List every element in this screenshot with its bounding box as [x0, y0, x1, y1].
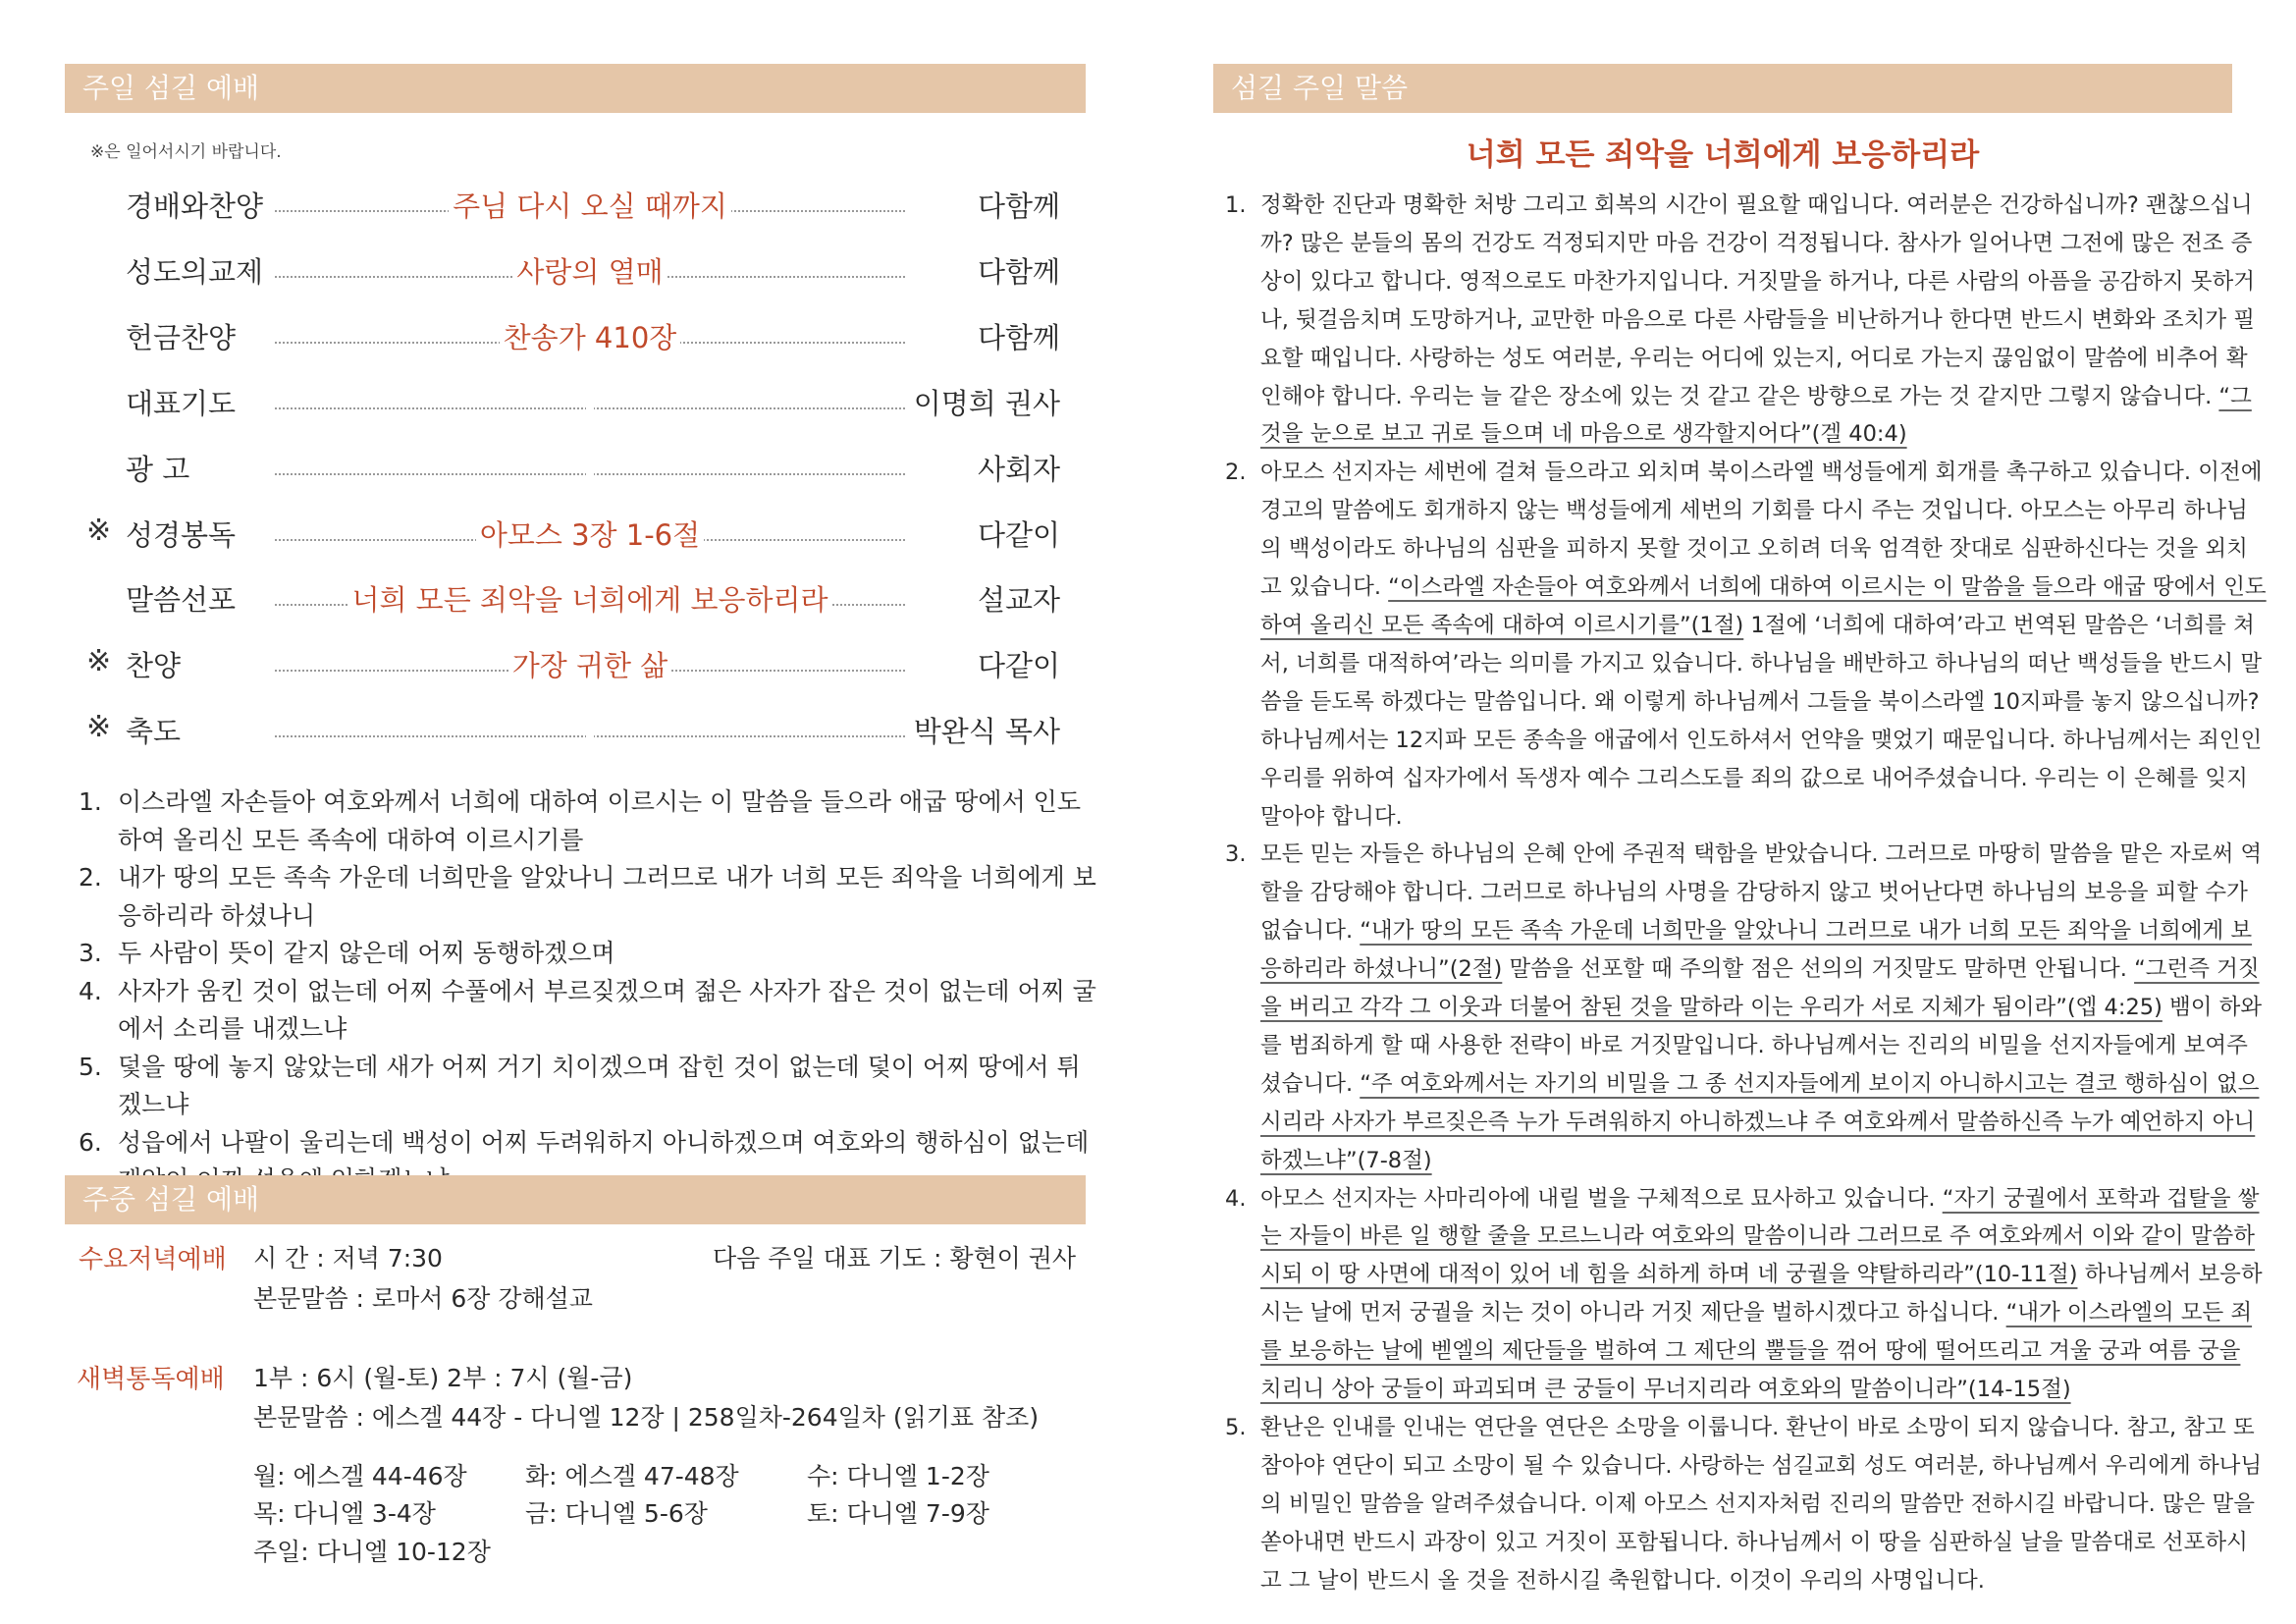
order-item-role: 다같이 — [977, 649, 1060, 682]
order-item-name: 성경봉독 — [126, 518, 237, 552]
order-item-detail — [275, 250, 905, 291]
verse-text: 성읍에서 나팔이 울리는데 백성이 어찌 두려워하지 아니하겠으며 여호와의 행하심이 없는데 — [118, 1127, 1090, 1157]
schedule-sun: 주일: 다니엘 10-12장 — [253, 1538, 491, 1566]
order-item-detail-text: 너희 모든 죄악을 너희에게 보응하리라 — [347, 583, 831, 617]
scripture-quote: “이스라엘 자손들아 여호와께서 너희에 대하여 이르시는 이 말씀을 들으라 애굽 땅에서 인도하여 올리신 모든 족속에 대하여 이르시기를”(1절) — [1260, 574, 2267, 638]
order-item-role: 설교자 — [977, 583, 1060, 617]
verse-number: 6. — [79, 1127, 102, 1157]
order-row — [79, 510, 1060, 553]
verse-item — [79, 784, 1099, 859]
order-row — [79, 181, 1060, 224]
point-text: 1절에 ‘너희에 대하여’라고 번역된 말씀은 ‘너희를 쳐서, 너희를 대적하여’라는 의미를 가지고 있습니다. 하나님을 배반하고 하나님의 떠난 백성들을 반드시 말씀을 듣도록 하겠다는 말씀입니다. 왜 이렇게 하나님께서 그들을 북이스라엘 10지파를 놓지 않으십니까? 하나님께서는 12지파 모든 종속을 애굽에서 인도하셔서 언약을 맺었기 때문입니다. 하나님께서는 죄인인 우리를 위하여 십자가에서 독생자 예수 그리스도를 죄의 값으로 내어주셨습니다. 우리는 이 은혜를 잊지 말아야 합니다. — [1260, 612, 2263, 830]
order-item-detail-text — [586, 382, 594, 415]
order-item-detail — [275, 448, 905, 481]
order-item-detail-text: 주님 다시 오실 때까지 — [449, 189, 731, 223]
schedule-wed: 수: 다니엘 1-2장 — [807, 1462, 989, 1490]
verse-number: 5. — [79, 1052, 102, 1081]
weekday-worship-header: 주중 섬길 예배 — [65, 1175, 1086, 1224]
order-item-role: 박완식 목사 — [913, 715, 1060, 748]
point-text: 환난은 인내를 인내는 연단을 연단은 소망을 이룹니다. 환난이 바로 소망이 되지 않습니다. 참고, 참고 또 참아야 연단이 되고 소망이 될 수 있습니다. 사랑하는 섬길교회 성도 여러분, 하나님께서 우리에게 하나님의 비밀인 말씀을 알려주셨습니다. 이제 아모스 선지자처럼 진리의 말씀만 전하시길 바랍니다. 많은 말을 쏟아내면 반드시 과장이 있고 거짓이 포함됩니다. 하나님께서 이 땅을 심판하실 날을 말씀대로 선포하시고 그 날이 반드시 올 것을 전하시길 축원합니다. 이것이 우리의 사명입니다. — [1260, 1415, 2263, 1594]
point-number: 5. — [1225, 1415, 1247, 1440]
verse-number: 3. — [79, 939, 102, 967]
point-number: 3. — [1225, 841, 1247, 868]
order-item-name: 말씀선포 — [126, 583, 237, 617]
verse-number: 4. — [79, 976, 102, 1005]
wednesday-label: 수요저녁예배 — [79, 1245, 227, 1274]
order-item-detail-text: 찬송가 410장 — [500, 321, 681, 354]
verse-text: 이스라엘 자손들아 여호와께서 너희에 대하여 이르시는 이 말씀을 들으라 애굽 땅에서 인도하여 올리신 모든 족속에 대하여 이르시기를 — [118, 787, 1081, 854]
order-item-detail — [275, 185, 905, 225]
sermon-point — [1225, 1409, 2268, 1600]
wednesday-text: 본문말씀 : 로마서 6장 강해설교 — [253, 1284, 593, 1313]
verse-item — [79, 973, 1099, 1049]
order-item-name: 광 고 — [126, 453, 190, 486]
sermon-point — [1225, 454, 2268, 836]
schedule-tue: 화: 에스겔 47-48장 — [525, 1462, 739, 1490]
dawn-label: 새벽통독예배 — [77, 1365, 225, 1394]
stand-mark: ※ — [86, 644, 112, 678]
stand-mark: ※ — [86, 710, 112, 744]
verse-item — [79, 935, 1099, 973]
order-item-role: 다함께 — [977, 255, 1060, 289]
order-item-name: 축도 — [126, 715, 182, 748]
sermon-points — [1225, 187, 2268, 1600]
point-number: 2. — [1225, 460, 1247, 486]
schedule-thu: 목: 다니엘 3-4장 — [253, 1499, 436, 1528]
scripture-quote: “자기 궁궐에서 포학과 겁탈을 쌓는 자들이 바른 일 행할 줄을 모르느니라 여호와의 말씀이니라 그러므로 주 여호와께서 이와 같이 말씀하시되 이 땅 사면에 대적이 있어 네 힘을 쇠하게 하며 네 궁궐을 약탈하리라”(10-11절) — [1260, 1185, 2260, 1288]
scripture-quote: “내가 땅의 모든 족속 가운데 너희만을 알았나니 그러므로 내가 너희 모든 죄악을 너희에게 보응하리라 하셨나니”(2절) — [1260, 918, 2253, 983]
verse-number: 1. — [79, 787, 102, 816]
right-page — [1139, 0, 2296, 1624]
order-row — [79, 444, 1060, 487]
point-text: 아모스 선지자는 사마리아에 내릴 벌을 구체적으로 묘사하고 있습니다. — [1260, 1185, 1943, 1212]
point-text: 하나님께서 보응하시는 날에 먼저 궁궐을 치는 것이 아니라 거짓 제단을 벌하시겠다고 하십니다. — [1260, 1262, 2263, 1326]
order-item-role: 다같이 — [977, 518, 1060, 552]
scripture-quote: “그런즉 거짓을 버리고 각각 그 이웃과 더불어 참된 것을 말하라 이는 우리가 서로 지체가 됨이라”(엡 4:25) — [1260, 956, 2260, 1021]
order-item-detail-text: 가장 귀한 삶 — [508, 649, 672, 682]
stand-mark: ※ — [86, 514, 112, 548]
order-item-detail — [275, 316, 905, 356]
sermon-title: 너희 모든 죄악을 너희에게 보응하리라 — [1466, 137, 1980, 173]
order-item-role: 다함께 — [977, 189, 1060, 223]
order-item-name: 헌금찬양 — [126, 321, 237, 354]
order-item-role: 다함께 — [977, 321, 1060, 354]
point-text: 정확한 진단과 명확한 처방 그리고 회복의 시간이 필요할 때입니다. 여러분은 건강하십니까? 괜찮으십니까? 많은 분들의 몸의 건강도 걱정되지만 마음 건강이 걱정됩니다. 참사가 일어나면 그전에 많은 전조 증상이 있다고 합니다. 영적으로도 마찬가지입니다. 거짓말을 하거나, 다른 사람의 아픔을 공감하지 못하거나, 뒷걸음치며 도망하거나, 교만한 마음으로 다른 사람들을 비난하거나 한다면 반드시 변화와 조치가 필요할 때입니다. 사랑하는 성도 여러분, 우리는 어디에 있는지, 어디로 가는지 끊임없이 말씀에 비추어 확인해야 합니다. 우리는 늘 같은 장소에 있는 것 같고 같은 방향으로 가는 것 같지만 그렇지 않습니다. — [1260, 192, 2256, 409]
order-item-name: 찬양 — [126, 649, 182, 682]
point-text: 뱀이 하와를 범죄하게 할 때 사용한 전략이 바로 거짓말입니다. 하나님께서는 진리의 비밀을 선지자들에게 보여주셨습니다. — [1260, 995, 2263, 1097]
schedule-mon: 월: 에스겔 44-46장 — [253, 1462, 467, 1490]
dawn-text: 본문말씀 : 에스겔 44장 - 다니엘 12장 | 258일차-264일차 (읽기표 참조) — [253, 1403, 1040, 1432]
order-item-detail-text — [586, 448, 594, 481]
scripture-quote: “주 여호와께서는 자기의 비밀을 그 종 선지자들에게 보이지 아니하시고는 결코 행하심이 없으시리라 사자가 부르짖은즉 누가 두려워하지 아니하겠느냐 주 여호와께서 말씀하신즉 누가 예언하지 아니하겠느냐”(7-8절) — [1260, 1070, 2260, 1173]
order-item-detail-text: 아모스 3장 1-6절 — [476, 518, 704, 552]
order-row — [79, 312, 1060, 355]
point-text: 모든 믿는 자들은 하나님의 은혜 안에 주권적 택함을 받았습니다. 그러므로 마땅히 말씀을 맡은 자로써 역할을 감당해야 합니다. 그러므로 하나님의 사명을 감당하지 않고 벗어난다면 하나님의 보응을 피할 수가 없습니다. — [1260, 841, 2263, 945]
order-item-detail — [275, 710, 905, 743]
order-row — [79, 706, 1060, 749]
scripture-quote: “그것을 눈으로 보고 귀로 들으며 네 마음으로 생각할지어다”(겔 40:4) — [1260, 383, 2252, 448]
point-text: 아모스 선지자는 세번에 걸쳐 들으라고 외치며 북이스라엘 백성들에게 회개를 촉구하고 있습니다. 이전에 경고의 말씀에도 회개하지 않는 백성들에게 세번의 기회를 다시 주는 것입니다. 아모스는 아무리 하나님의 백성이라도 하나님의 심판을 피하지 못할 것이고 오히려 더욱 엄격한 잣대로 심판하신다는 것을 외치고 있습니다. — [1260, 460, 2263, 601]
next-prayer: 다음 주일 대표 기도 : 황현이 권사 — [713, 1244, 1077, 1272]
order-item-detail — [275, 644, 905, 684]
scripture-quote: “내가 이스라엘의 모든 죄를 보응하는 날에 벧엘의 제단들을 벌하여 그 제단의 뿔들을 꺾어 땅에 떨어뜨리고 겨울 궁과 여름 궁을 치리니 상아 궁들이 파괴되며 큰 궁들이 무너지리라 여호와의 말씀이니라”(14-15절) — [1260, 1300, 2253, 1403]
order-item-role: 이명희 권사 — [913, 387, 1060, 420]
order-row — [79, 574, 1060, 618]
order-row — [79, 640, 1060, 683]
sermon-header: 섬길 주일 말씀 — [1213, 64, 2232, 113]
verse-text: 사자가 움킨 것이 없는데 어찌 수풀에서 부르짖겠으며 젊은 사자가 잡은 것이 없는데 어찌 굴에서 소리를 내겠느냐 — [118, 976, 1096, 1043]
schedule-sat: 토: 다니엘 7-9장 — [807, 1499, 989, 1528]
order-item-detail — [275, 514, 905, 554]
left-page — [0, 0, 1139, 1624]
sermon-point — [1225, 1180, 2268, 1409]
point-number: 4. — [1225, 1185, 1247, 1212]
sermon-point — [1225, 187, 2268, 454]
schedule-fri: 금: 다니엘 5-6장 — [525, 1499, 708, 1528]
dawn-times: 1부 : 6시 (월-토) 2부 : 7시 (월-금) — [253, 1364, 633, 1392]
order-item-name: 성도의교제 — [126, 255, 264, 289]
verse-text: 두 사람이 뜻이 같지 않은데 어찌 동행하겠으며 — [118, 939, 615, 967]
order-item-name: 경배와찬양 — [126, 189, 264, 223]
point-number: 1. — [1225, 192, 1247, 218]
order-item-detail — [275, 578, 905, 619]
standing-note: ※은 일어서시기 바랍니다. — [90, 142, 282, 162]
order-row — [79, 378, 1060, 421]
verse-text: 덫을 땅에 놓지 않았는데 새가 어찌 거기 치이겠으며 잡힌 것이 없는데 덫이 어찌 땅에서 튀겠느냐 — [118, 1052, 1081, 1118]
sunday-worship-header: 주일 섬길 예배 — [65, 64, 1086, 113]
order-item-detail — [275, 382, 905, 415]
order-item-role: 사회자 — [977, 453, 1060, 486]
verse-item — [79, 1049, 1099, 1124]
point-text: 말씀을 선포할 때 주의할 점은 선의의 거짓말도 말하면 안됩니다. — [1502, 956, 2135, 983]
order-item-detail-text: 사랑의 열매 — [512, 255, 667, 289]
verse-item — [79, 859, 1099, 935]
wednesday-time: 시 간 : 저녁 7:30 — [253, 1244, 443, 1272]
order-item-detail-text — [586, 710, 594, 743]
order-row — [79, 246, 1060, 290]
verse-text: 내가 땅의 모든 족속 가운데 너희만을 알았나니 그러므로 내가 너희 모든 죄악을 너희에게 보응하리라 하셨나니 — [118, 863, 1096, 930]
scripture-verses — [79, 784, 1099, 1200]
sermon-point — [1225, 836, 2268, 1179]
verse-number: 2. — [79, 863, 102, 892]
order-item-name: 대표기도 — [126, 387, 237, 420]
